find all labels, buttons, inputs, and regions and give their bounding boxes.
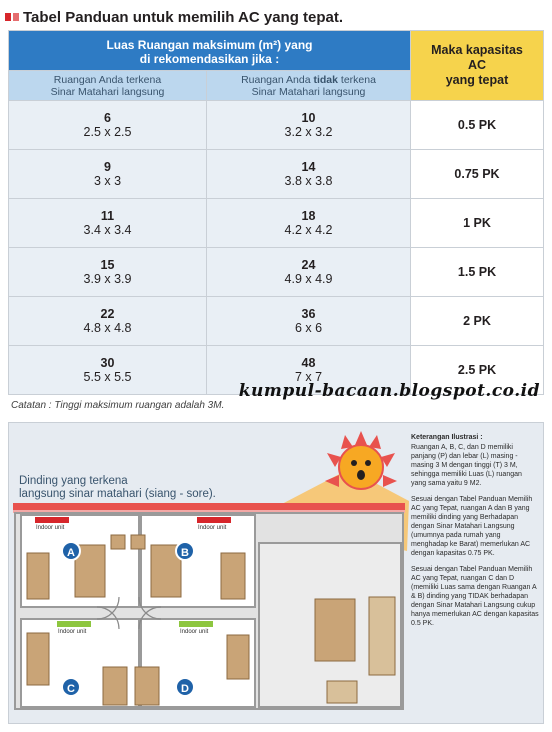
wardrobe-d [227, 635, 249, 679]
nightstand-a [111, 535, 125, 549]
indoor-unit-b [197, 517, 231, 523]
bed-c [103, 667, 127, 705]
capacity-cell: 2 PK [411, 297, 544, 346]
sofa [369, 597, 395, 675]
shaded-area: 10 [301, 111, 316, 125]
sunlit-dimension: 4.8 x 4.8 [83, 321, 132, 335]
wardrobe-b [221, 553, 245, 599]
sunlit-area: 22 [100, 307, 115, 321]
sunlit-cell [9, 297, 207, 346]
sunlit-cell [9, 101, 207, 150]
shaded-dimension: 7 x 7 [294, 370, 323, 384]
sunlit-area: 9 [104, 160, 111, 174]
shaded-area: 48 [301, 356, 316, 370]
page-title: Tabel Panduan untuk memilih AC yang tepat. [23, 8, 344, 26]
header-capacity-line1: Maka kapasitas [431, 43, 523, 57]
sunlit-dimension: 3 x 3 [93, 174, 122, 188]
table-row [9, 101, 544, 150]
subheader-shaded-bold: tidak [313, 73, 338, 86]
illustration-note-paragraph: Ruangan A, B, C, dan D memiliki panjang (P) dan lebar (L) masing - masing 3 M dengan tinggi (T) 3 M, sehingga memiliki Luas (L) ruangan yang sama yaitu 9 M2. [411, 444, 522, 487]
illustration-note-paragraph: Sesuai dengan Tabel Panduan Memilih AC yang Tepat, ruangan A dan B yang memiliki dinding yang Berhadapan dengan Sinar Matahari Langsung (umumnya pada rumah yang menghadap ke Barat) memerlukan AC dengan kapasitas 0.75 PK. [411, 496, 533, 557]
capacity-cell: 1.5 PK [411, 248, 544, 297]
sunlit-dimension: 2.5 x 2.5 [83, 125, 132, 139]
title-bullet-icon [5, 13, 19, 21]
illustration-note-paragraph: Sesuai dengan Tabel Panduan Memilih AC yang Tepat, ruangan C dan D (memiliki Luas sama dengan Ruangan A & B) dinding yang TIDAK berhadapan dengan Sinar Matahari Langsung cukup hanya memerlukan AC dengan kapasitas 0.5 PK. [411, 566, 539, 627]
watermark: kumpul-bacaan.blogspot.co.id [238, 381, 540, 401]
table-note: Catatan : Tinggi maksimum ruangan adalah 3M. [11, 400, 225, 411]
shaded-cell [207, 101, 411, 150]
header-capacity-line2: AC [467, 58, 487, 72]
header-capacity-line3: yang tepat [445, 73, 509, 87]
shaded-dimension: 4.2 x 4.2 [284, 223, 333, 237]
indoor-unit-label-c: Indoor unit [58, 629, 87, 635]
room-label-a: A [61, 541, 81, 561]
sunlit-cell [9, 199, 207, 248]
sunlit-wall-stripe [13, 503, 405, 510]
bed-d [135, 667, 159, 705]
table-row [9, 297, 544, 346]
shaded-area: 18 [301, 209, 316, 223]
subheader-shaded-prefix: Ruangan Anda [241, 73, 314, 86]
sunlit-wall-label-line1: Dinding yang terkena [19, 475, 128, 487]
sunlit-area: 30 [100, 356, 115, 370]
capacity-cell: 0.5 PK [411, 101, 544, 150]
indoor-unit-a [35, 517, 69, 523]
illustration-panel [8, 422, 544, 724]
shaded-dimension: 4.9 x 4.9 [284, 272, 333, 286]
indoor-unit-d [179, 621, 213, 627]
sunlit-area: 11 [100, 209, 115, 223]
shaded-area: 14 [301, 160, 316, 174]
shaded-cell [207, 150, 411, 199]
sunlit-wall-label [19, 475, 216, 501]
subheader-shaded [207, 71, 411, 101]
indoor-unit-label-d: Indoor unit [180, 629, 209, 635]
wardrobe-a [27, 553, 49, 599]
sunlit-dimension: 5.5 x 5.5 [83, 370, 132, 384]
illustration-notes-title: Keterangan Ilustrasi : [411, 434, 483, 441]
sunlit-cell [9, 150, 207, 199]
sunlit-dimension: 3.9 x 3.9 [83, 272, 132, 286]
illustration-notes [411, 433, 539, 635]
page-title-row [5, 6, 343, 28]
sunlit-area: 6 [104, 111, 111, 125]
capacity-cell: 1 PK [411, 199, 544, 248]
header-capacity [411, 31, 544, 101]
subheader-sunlit-line1: Ruangan Anda terkena [53, 73, 162, 86]
shaded-area: 24 [301, 258, 316, 272]
subheader-sunlit [9, 71, 207, 101]
table-row [9, 150, 544, 199]
shaded-dimension: 6 x 6 [294, 321, 323, 335]
ac-guide-table [8, 30, 544, 395]
capacity-cell: 2.5 PK [411, 346, 544, 395]
header-room-area-line2: di rekomendasikan jika : [139, 51, 280, 66]
sunlit-cell [9, 248, 207, 297]
wardrobe-c [27, 633, 49, 685]
header-room-area-line1: Luas Ruangan maksimum (m²) yang [106, 37, 313, 52]
shaded-cell [207, 297, 411, 346]
subheader-sunlit-line2: Sinar Matahari langsung [50, 85, 165, 98]
subheader-shaded-suffix: terkena [337, 73, 376, 86]
shaded-dimension: 3.2 x 3.2 [284, 125, 333, 139]
sun-icon [325, 431, 397, 489]
table-row [9, 248, 544, 297]
sunlit-cell [9, 346, 207, 395]
indoor-unit-label-a: Indoor unit [36, 525, 65, 531]
sunlit-dimension: 3.4 x 3.4 [83, 223, 132, 237]
sunlit-area: 15 [100, 258, 115, 272]
armchair [327, 681, 357, 703]
nightstand-b [131, 535, 145, 549]
header-room-area [9, 31, 411, 71]
indoor-unit-label-b: Indoor unit [198, 525, 227, 531]
indoor-unit-c [57, 621, 91, 627]
shaded-area: 36 [301, 307, 316, 321]
sunlit-wall-label-line2: langsung sinar matahari (siang - sore). [19, 488, 216, 500]
shaded-cell [207, 248, 411, 297]
coffee-table [315, 599, 355, 661]
shaded-dimension: 3.8 x 3.8 [284, 174, 333, 188]
room-label-d: D [175, 677, 195, 697]
shaded-cell [207, 199, 411, 248]
subheader-shaded-line2: Sinar Matahari langsung [251, 85, 366, 98]
table-row [9, 199, 544, 248]
room-label-b: B [175, 541, 195, 561]
capacity-cell: 0.75 PK [411, 150, 544, 199]
room-label-c: C [61, 677, 81, 697]
